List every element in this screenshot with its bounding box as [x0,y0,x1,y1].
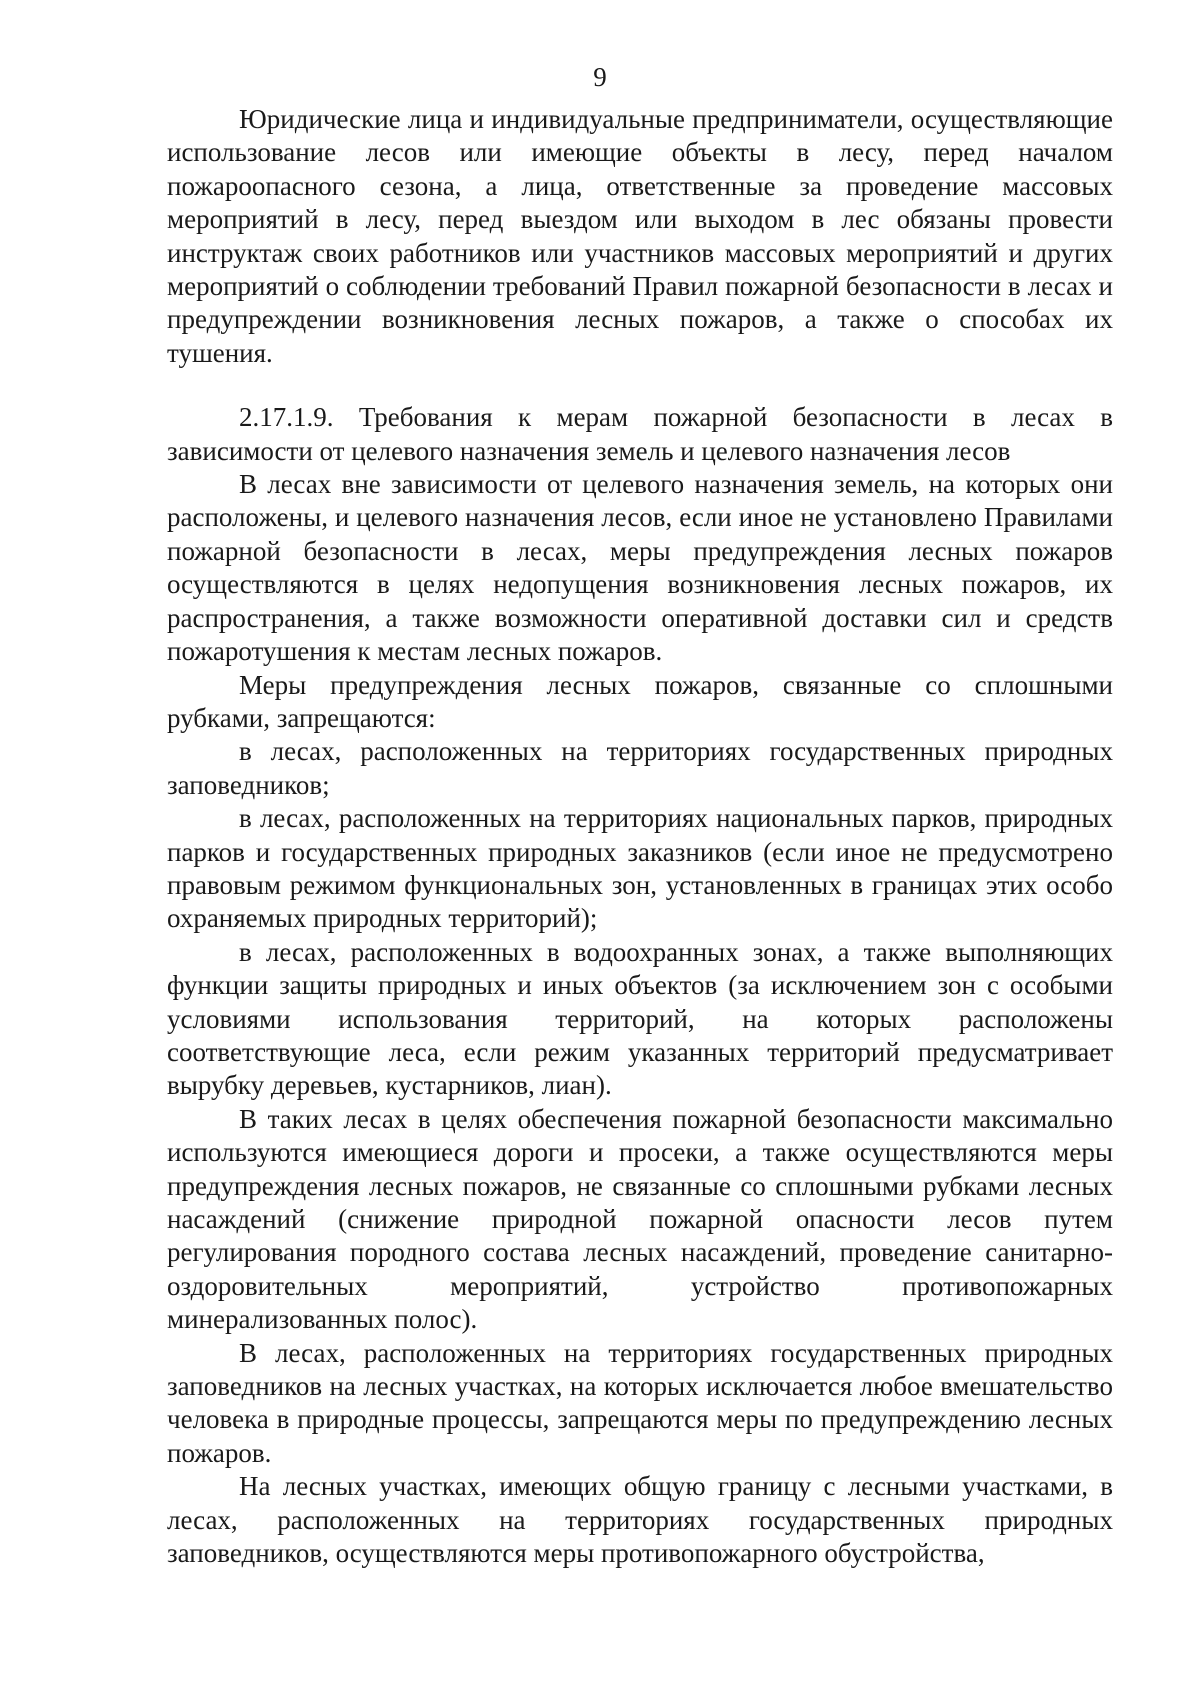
list-item-water-protection-zones: в лесах, расположенных в водоохранных зонах, а также выполняющих функции защиты природных и иных объектов (за исключением зон с особыми условиями использования территорий, на которых расположены соответствующие леса, если режим указанных территорий предусматривает вырубку деревьев, кустарников, лиан). [167,936,1113,1101]
list-item-reserves: в лесах, расположенных на территориях государственных природных заповедников; [167,736,1113,800]
document-body [167,103,1113,1570]
paragraph-clearcut-prohibition: Меры предупреждения лесных пожаров, связанные со сплошными рубками, запрещаются: [167,669,1113,733]
paragraph-legal-entities-briefing: Юридические лица и индивидуальные предприниматели, осуществляющие использование лесов или имеющие объекты в лесу, перед началом пожароопасного сезона, а лица, ответственные за проведение массовых мероприятий в лесу, перед выездом или выходом в лес обязаны провести инструктаж своих работников или участников массовых мероприятий и других мероприятий о соблюдении требований Правил пожарной безопасности в лесах и предупреждении возникновения лесных пожаров, а также о способах их тушения. [167,104,1113,368]
paragraph-adjacent-plots: На лесных участках, имеющих общую границу с лесными участками, в лесах, расположенных на территориях государственных природных заповедников, осуществляются меры противопожарного обустройства, [167,1471,1113,1569]
list-item-national-parks: в лесах, расположенных на территориях национальных парков, природных парков и государственных природных заказников (если иное не предусмотрено правовым режимом функциональных зон, установленных в границах этих особо охраняемых природных территорий); [167,803,1113,934]
page-number: 9 [593,62,607,92]
section-heading-2-17-1-9: 2.17.1.9. Требования к мерам пожарной безопасности в лесах в зависимости от целевого назначения земель и целевого назначения лесов [167,402,1113,466]
paragraph-reserve-plots: В лесах, расположенных на территориях государственных природных заповедников на лесных участках, на которых исключается любое вмешательство человека в природные процессы, запрещаются меры по предупреждению лесных пожаров. [167,1337,1113,1468]
paragraph-fire-prevention-measures: В лесах вне зависимости от целевого назначения земель, на которых они расположены, и целевого назначения лесов, если иное не установлено Правилами пожарной безопасности в лесах, меры предупреждения лесных пожаров осуществляются в целях недопущения возникновения лесных пожаров, их распространения, а также возможности оперативной доставки сил и средств пожаротушения к местам лесных пожаров. [167,469,1113,667]
paragraph-roads-and-clearings: В таких лесах в целях обеспечения пожарной безопасности максимально используются имеющиеся дороги и просеки, а также осуществляются меры предупреждения лесных пожаров, не связанные со сплошными рубками лесных насаждений (снижение природной пожарной опасности лесов путем регулирования породного состава лесных насаждений, проведение санитарно-оздоровительных мероприятий, устройство противопожарных минерализованных полос). [167,1103,1113,1335]
